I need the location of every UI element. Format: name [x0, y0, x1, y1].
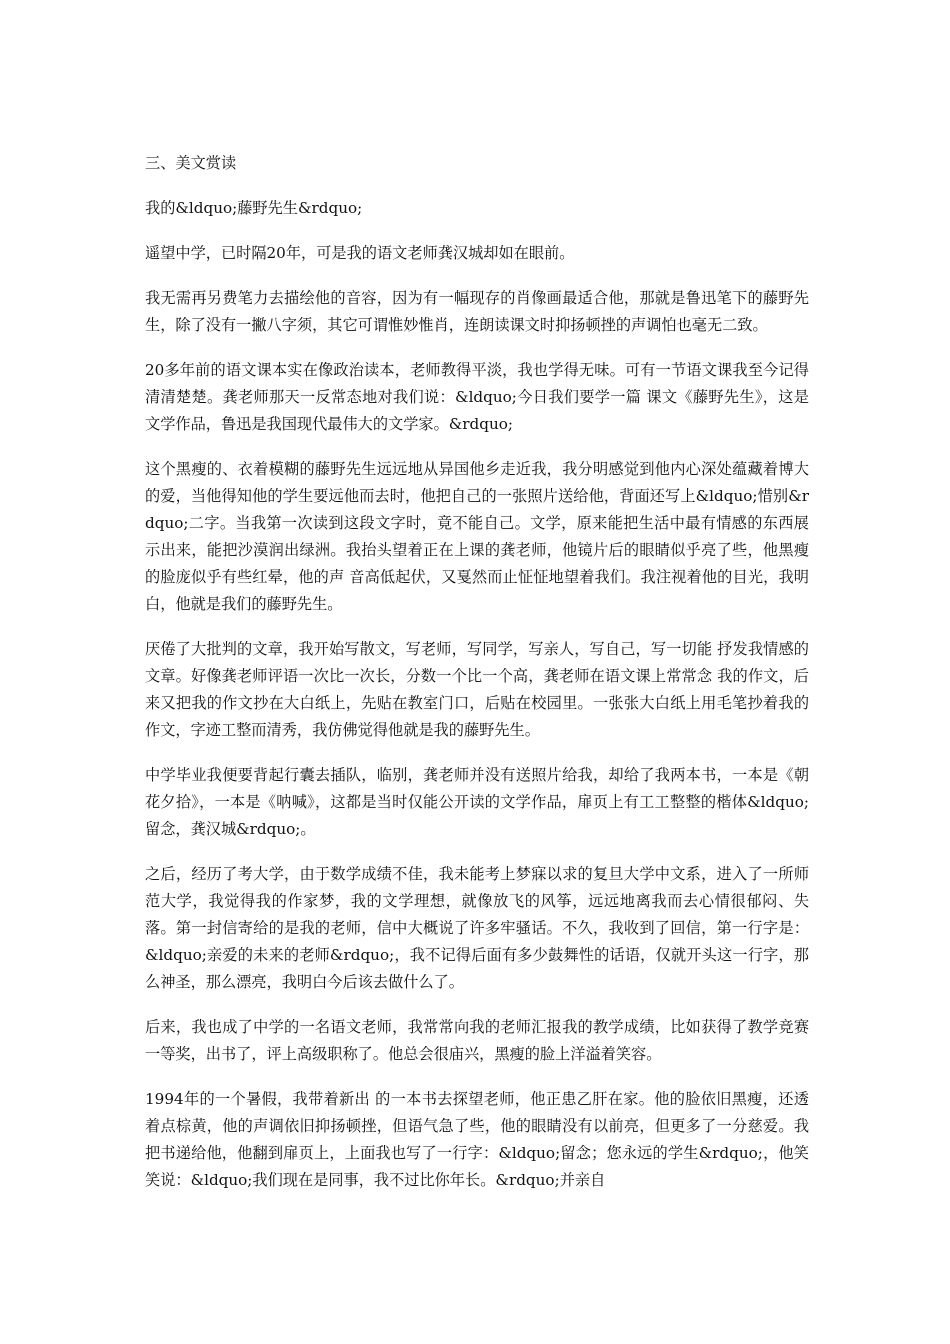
article-title: 我的&ldquo;藤野先生&rdquo;	[145, 199, 363, 217]
paragraph-9: 1994年的一个暑假，我带着新出 的一本书去探望老师，他正患乙肝在家。他的脸依旧黑瘦，还透着点棕黄，他的声调依旧抑扬顿挫，但语气急了些，他的眼睛没有以前亮，但更多了一分慈爱。我把书递给他，他翻到扉页上，上面我也写了一行字：&ldquo;留念；您永远的学生&rdquo;，他笑笑说：&ldquo;我们现在是同事，我不过比你年长。&rdquo;并亲自	[145, 1090, 809, 1189]
section-heading: 三、美文赏读	[145, 154, 237, 172]
paragraph-1: 遥望中学，已时隔20年，可是我的语文老师龚汉城却如在眼前。	[145, 244, 575, 262]
paragraph-8: 后来，我也成了中学的一名语文老师，我常常向我的老师汇报我的教学成绩，比如获得了教学竞赛一等奖，出书了，评上高级职称了。他总会很庙兴，黑瘦的脸上洋溢着笑容。	[145, 1018, 809, 1063]
paragraph-6: 中学毕业我便要背起行囊去插队，临别，龚老师并没有送照片给我，却给了我两本书，一本是《朝花夕拾》，一本是《呐喊》，这都是当时仅能公开读的文学作品，扉页上有工工整整的楷体&ldquo;留念，龚汉城&rdquo;。	[145, 766, 809, 838]
document-page	[145, 150, 809, 1212]
paragraph-4: 这个黑瘦的、衣着模糊的藤野先生远远地从异国他乡走近我，我分明感觉到他内心深处蕴藏着博大的爱，当他得知他的学生要远他而去时，他把自己的一张照片送给他，背面还写上&ldquo;惜别&rdquo;二字。当我第一次读到这段文字时，竟不能自己。文学，原来能把生活中最有情感的东西展示出来，能把沙漠润出绿洲。我抬头望着正在上课的龚老师，他镜片后的眼睛似乎亮了些，他黑瘦的脸庞似乎有些红晕，他的声 音高低起伏，又戛然而止怔怔地望着我们。我注视着他的目光，我明白，他就是我们的藤野先生。	[145, 460, 809, 613]
paragraph-2: 我无需再另费笔力去描绘他的音容，因为有一幅现存的肖像画最适合他，那就是鲁迅笔下的藤野先生，除了没有一撇八字须，其它可谓惟妙惟肖，连朗读课文时抑扬顿挫的声调怕也毫无二致。	[145, 289, 809, 334]
paragraph-7: 之后，经历了考大学，由于数学成绩不佳，我未能考上梦寐以求的复旦大学中文系，进入了一所师范大学，我觉得我的作家梦，我的文学理想，就像放飞的风筝，远远地离我而去心情很郁闷、失落。第一封信寄给的是我的老师，信中大概说了许多牢骚话。不久，我收到了回信，第一行字是：&ldquo;亲爱的未来的老师&rdquo;，我不记得后面有多少鼓舞性的话语，仅就开头这一行字，那么神圣，那么漂亮，我明白今后该去做什么了。	[145, 865, 809, 991]
paragraph-3: 20多年前的语文课本实在像政治读本，老师教得平淡，我也学得无味。可有一节语文课我至今记得清清楚楚。龚老师那天一反常态地对我们说：&ldquo;今日我们要学一篇 课文《藤野先生》，这是文学作品，鲁迅是我国现代最伟大的文学家。&rdquo;	[145, 361, 809, 433]
paragraph-5: 厌倦了大批判的文章，我开始写散文，写老师，写同学，写亲人，写自己，写一切能 抒发我情感的文章。好像龚老师评语一次比一次长，分数一个比一个高，龚老师在语文课上常常念 我的作文，后来又把我的作文抄在大白纸上，先贴在教室门口，后贴在校园里。一张张大白纸上用毛笔抄着我的作文，字迹工整而清秀，我仿佛觉得他就是我的藤野先生。	[145, 640, 809, 739]
